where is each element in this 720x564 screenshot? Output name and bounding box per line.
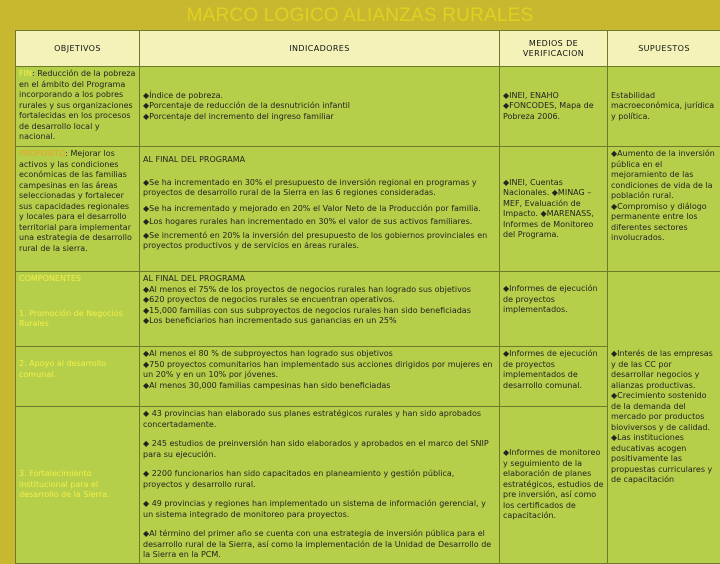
componente-1-heading: AL FINAL DEL PROGRAMA [143,274,496,285]
proposito-objective [16,147,140,272]
componentes-supuestos: ◆Interés de las empresas y de las CC por desarrollar negocios y alianzas productivas. ◆Crecimiento sostenido de la demanda del mercado por productos bioviversos y de calidad. ◆Las instituciones educativas acogen positivamente las propuestas curriculares y de capacitación [608,272,720,564]
componente-1-objective [16,272,140,347]
componente-1-indicator: ◆15,000 familias con sus subproyectos de negocios rurales han sido beneficiadas [143,306,496,317]
componente-2-objective [16,347,140,407]
fin-medios [500,67,608,147]
proposito-text: : Mejorar los activos y las condiciones económicas de las familias campesinas en las áreas seleccionadas y fortalecer sus capacidades regionales y locales para el desarrollo territorial para implementar una estrategia de desarrollo rural de la sierra. [19,149,132,253]
row-proposito [16,147,720,272]
componente-1-indicators [140,272,500,347]
componente-1-medios: ◆Informes de ejecución de proyectos implementados. [500,272,608,347]
componente-3-indicator: ◆ 43 provincias han elaborado sus planes estratégicos rurales y han sido aprobados concertadamente. [143,409,496,430]
fin-indicator: ◆Índice de pobreza. [143,91,496,102]
header-row [16,31,720,67]
fin-indicators [140,67,500,147]
row-componente-1 [16,272,720,347]
fin-medio: ◆FONCODES, Mapa de Pobreza 2006. [503,101,604,122]
proposito-medios: ◆INEI, Cuentas Nacionales. ◆MINAG – MEF, Evaluación de Impacto. ◆MARENASS, Informes de Monitoreo del Programa. [500,147,608,272]
componente-2-indicator: ◆750 proyectos comunitarios han implementado sus acciones dirigidos por mujeres en un 20% y en un 10% por jóvenes. [143,360,496,381]
proposito-indicator: ◆Los hogares rurales han incrementado en 30% el valor de sus activos familiares. [143,217,496,228]
header-supuestos: SUPUESTOS [608,31,720,67]
proposito-label: PROPOSITO [19,149,65,158]
fin-label: FIN [19,69,32,78]
logical-framework-table [15,30,720,564]
page-title: MARCO LOGICO ALIANZAS RURALES [0,5,720,27]
componente-2-indicators [140,347,500,407]
header-indicadores: INDICADORES [140,31,500,67]
header-objetivos: OBJETIVOS [16,31,140,67]
proposito-indicator: ◆Se ha incrementado en 30% el presupuesto de inversión regional en programas y proyectos de desarrollo rural de la Sierra en las 6 regiones consideradas. [143,178,496,199]
proposito-indicator: ◆Se ha incrementado y mejorado en 20% el Valor Neto de la Producción por familia. [143,204,496,215]
componente-1-indicator: ◆620 proyectos de negocios rurales se encuentran operativos. [143,295,496,306]
componente-1-label: 1. Promoción de Negocios Rurales [19,309,136,330]
componente-3-medios: ◆Informes de monitoreo y seguimiento de la elaboración de planes estratégicos, estudios de pre inversión, así como los certificados de capacitación. [500,407,608,564]
fin-indicator: ◆Porcentaje del incremento del ingreso familiar [143,112,496,123]
componente-2-medios: ◆Informes de ejecución de proyectos implementados de desarrollo comunal. [500,347,608,407]
fin-objective [16,67,140,147]
componente-2-indicator: ◆Al menos el 80 % de subproyectos han logrado sus objetivos [143,349,496,360]
componente-3-indicator: ◆ 245 estudios de preinversión han sido elaborados y aprobados en el marco del SNIP para su ejecución. [143,439,496,460]
fin-medio: ◆INEI, ENAHO [503,91,604,102]
componente-3-indicator: ◆ 49 provincias y regiones han implementado un sistema de información gerencial, y un sistema integrado de monitoreo para proyectos. [143,499,496,520]
row-fin [16,67,720,147]
proposito-indicator: ◆Se incrementó en 20% la inversión del presupuesto de los gobiernos provinciales en proyectos productivos y de servicios en áreas rurales. [143,231,496,252]
componente-1-indicator: ◆Al menos el 75% de los proyectos de negocios rurales han logrado sus objetivos [143,285,496,296]
componentes-label: COMPONENTES [19,274,136,285]
componente-3-label: 3. Fortalecimiento institucional para el desarrollo de la Sierra. [19,469,136,501]
componente-2-label: 2. Apoyo al desarrollo comunal. [19,359,136,380]
fin-text: : Reducción de la pobreza en el ámbito del Programa incorporando a los pobres rurales y sus organizaciones fortalecidas en los procesos de desarrollo local y nacional. [19,69,135,141]
proposito-supuestos: ◆Aumento de la inversión pública en el mejoramiento de las condiciones de vida de la población rural. ◆Compromiso y diálogo permanente entre los diferentes sectores involucrados. [608,147,720,272]
componente-3-indicator: ◆Al término del primer año se cuenta con una estrategia de inversión pública para el desarrollo rural de la Sierra, así como la implementación de la Unidad de Desarrollo de la Sierra en la PCM. [143,529,496,561]
componente-1-indicator: ◆Los beneficiarios han incrementado sus ganancias en un 25% [143,316,496,327]
componente-2-indicator: ◆Al menos 30,000 familias campesinas han sido beneficiadas [143,381,496,392]
header-medios: MEDIOS DE VERIFICACION [500,31,608,67]
proposito-indicators [140,147,500,272]
fin-supuestos: Estabilidad macroeconómica, jurídica y política. [608,67,720,147]
fin-indicator: ◆Porcentaje de reducción de la desnutrición infantil [143,101,496,112]
proposito-heading: AL FINAL DEL PROGRAMA [143,155,496,166]
componente-3-indicator: ◆ 2200 funcionarios han sido capacitados en planeamiento y gestión pública, proyectos y desarrollo rural. [143,469,496,490]
